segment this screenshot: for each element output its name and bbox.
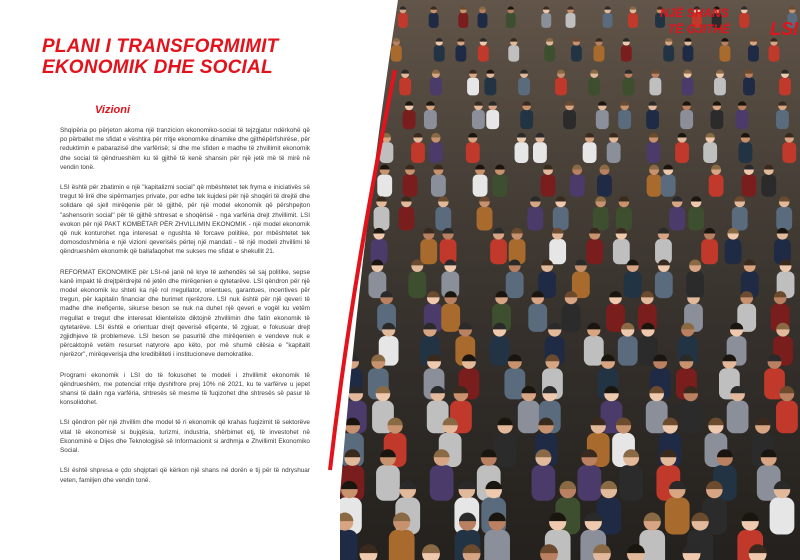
body-text xyxy=(60,126,310,496)
paragraph: Shqipëria po përjeton akoma një tranzicion ekonomiko-social të tejzgjatur ndërkohë që po përballet me sfidat e vështira për rritje ekonomike dinamike dhe gjithëpërfshirëse, për reduktimin e pabarazisë dhe varfërisë; si dhe me sfiden e madhe të zhvillimit ekonomik dhe social të qëndrueshëm ku të gjithë të kenë shansin për një jetë më të mirë në vendin tonë. xyxy=(60,127,310,171)
paragraph: Programi ekonomik i LSI do të fokusohet te modeli i zhvillimit ekonomik të qëndrueshëm, me potencial rritje dyshifrore prej 10% në 2021, ku te varfërve u jepet shansi të dalin nga varfëria, shtresës së mesme të fuqizohet dhe shtresës së pasur të konsolidohet. xyxy=(60,371,310,407)
section-heading: Vizioni xyxy=(95,104,131,116)
logo-text-line-2: TË GJITHË xyxy=(668,22,731,36)
title-line-1: PLANI I TRANSFORMIMIT xyxy=(42,36,279,57)
page-title xyxy=(42,36,332,78)
paragraph: LSI është shpresa e çdo shqiptari që kërkon një shans në dorën e tij për të ndryshuar veten, familjen dhe vendin tonë. xyxy=(60,467,310,484)
logo-text-line-1: NJË SHANS xyxy=(660,6,729,20)
paragraph: REFORMAT EKONOMIKE për LSI-në janë në krye të axhendës së saj politike, sepse kanë impakt të drejtpërdrejtë në jetën dhe mirëqenien e qytetarëve. LSI qëndron për një model ekonomik ku shteti ka një rol rregullator, orientues, garantues, incentives për tregun, për kapitalin financiar dhe burimet njerëzore. LSI nuk është për një qeveri të madhe dhe inefiçente, sikurse beson se nuk na duhet një qeveri e vogël ku vetëm rregullat e tregut dhe interesat klienteliste diktojnë zhvillimin dhe fatin ekonomik të qytetarëve. LSI është e orientuar drejt qeverisë efiçente, të zgjuar, e fokusuar drejt zgjidhjeve të problemeve. LSI beson se pasuritë dhe mirëqenien e vendeve nuk e përcaktojnë vetëm resurset natyrore apo këto, por më shumë cilësia e "kapitalit njerëzor", mirëqeverisja dhe kredibiliteti i institucioneve demokratike. xyxy=(60,268,310,359)
title-line-2: EKONOMIK DHE SOCIAL xyxy=(42,57,273,78)
lsi-logo xyxy=(660,4,800,54)
paragraph: LSI është për zbatimin e një "kapitalizmi social" që mbështetet tek fryma e iniciativës së tregut të lirë dhe sipërmarrjes private, por edhe tek kujdesi për një shoqëri të drejtë dhe solidare që sjell mirëqenie për të gjithë, për një model ekonomik që përshpejton "ashensorin social" për të gjithë shtresat e shoqërisë - nga varfëria drejt zhvillimit. LSI evokon për një PAKT KOMBËTAR PËR ZHVILLIMIN EKONOMIK - një model ekonomik që nuk konturohet nga interesat e ngushta të forcave politike, por mbështetet tek domosdoshmëria e një vizioni qeverisës përtej një mandati - të një modeli zhvillimi të qëndrueshëm ekonomik që ballafaqohet me sukses me sfidat e shekullit 21. xyxy=(60,184,310,256)
paragraph: LSI qëndron për një zhvillim dhe model të ri ekonomik që krahas fuqizimit të sektorëve vital të ekonomisë si bujqësia, turizmi, industria, shërbimet etj, të investohet në Ekonominë e Dijes dhe Teknologjisë së Informacionit si ardhmja e Zhvillimit Ekonomiko Social. xyxy=(60,419,310,455)
logo-mark: LSI xyxy=(769,19,798,39)
